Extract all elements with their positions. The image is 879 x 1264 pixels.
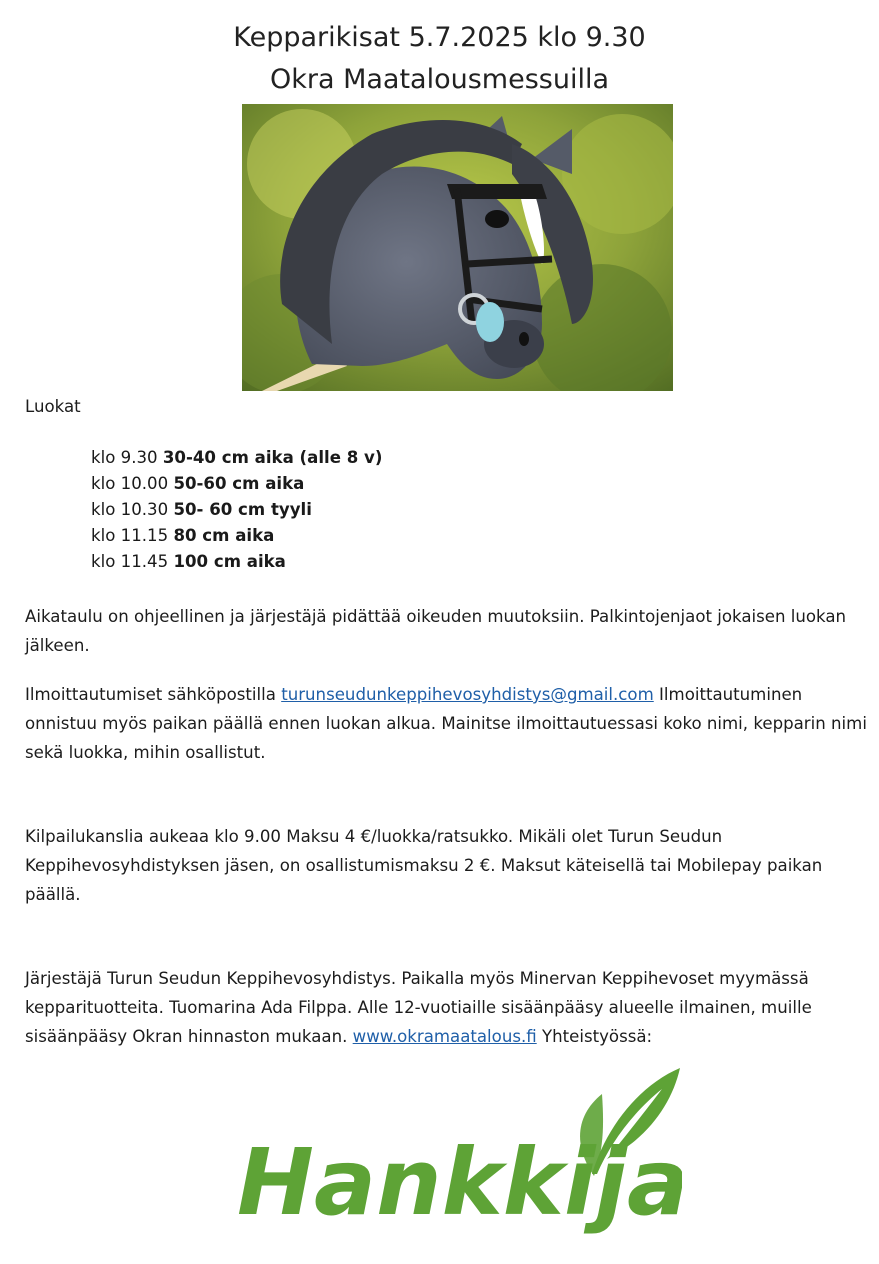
organizer-paragraph (25, 964, 870, 1051)
class-name: 100 cm aika (173, 552, 286, 571)
class-name: 50- 60 cm tyyli (173, 500, 312, 519)
class-name: 80 cm aika (173, 526, 275, 545)
class-time: klo 11.15 (91, 526, 169, 545)
class-time: klo 10.30 (91, 500, 169, 519)
class-time: klo 11.45 (91, 552, 169, 571)
schedule-note: Aikataulu on ohjeellinen ja järjestäjä pidättää oikeuden muutoksiin. Palkintojenjaot jokaisen luokan jälkeen. (25, 607, 847, 655)
registration-paragraph (25, 680, 870, 767)
organizer-text: Järjestäjä Turun Seudun Keppihevosyhdistys. Paikalla myös Minervan Keppihevoset myymässä kepparituotteita. Tuomarina Ada Filppa. Alle 12-vuotiaille sisäänpääsy alueelle ilmainen, muille sisäänpääsy Okran hinnaston mukaan. (25, 969, 812, 1046)
page-title-line-2: Okra Maatalousmessuilla (269, 64, 610, 95)
class-row (91, 523, 382, 549)
fees-paragraph: Kilpailukanslia aukeaa klo 9.00 Maksu 4 €/luokka/ratsukko. Mikäli olet Turun Seudun Keppihevosyhdistyksen jäsen, on osallistumismaksu 2 €. Maksut käteisellä tai Mobilepay paikan päällä. (25, 827, 823, 904)
class-name: 30-40 cm aika (alle 8 v) (162, 448, 383, 467)
classes-heading: Luokat (25, 397, 81, 416)
class-time: klo 10.00 (91, 474, 169, 493)
cooperation-label: Yhteistyössä: (541, 1027, 653, 1046)
class-row (91, 549, 382, 575)
hankkija-logo-text: Hankkija (237, 1129, 682, 1236)
registration-details: Ilmoittautuminen onnistuu myös paikan päällä ennen luokan alkua. Mainitse ilmoittautuessasi koko nimi, kepparin nimi sekä luokka, mihin osallistut. (25, 685, 867, 762)
hankkija-logo (232, 1064, 682, 1244)
class-row (91, 497, 382, 523)
class-list (91, 445, 382, 575)
class-row (91, 445, 382, 471)
class-name: 50-60 cm aika (173, 474, 305, 493)
class-time: klo 9.30 (91, 448, 158, 467)
registration-intro: Ilmoittautumiset sähköpostilla (25, 685, 276, 704)
page-title-line-1: Kepparikisat 5.7.2025 klo 9.30 (233, 22, 646, 53)
registration-email-link[interactable]: turunseudunkeppihevosyhdistys@gmail.com (281, 685, 654, 704)
okra-website-link[interactable]: www.okramaatalous.fi (352, 1027, 537, 1046)
class-row (91, 471, 382, 497)
hobby-horse-photo (242, 104, 673, 391)
